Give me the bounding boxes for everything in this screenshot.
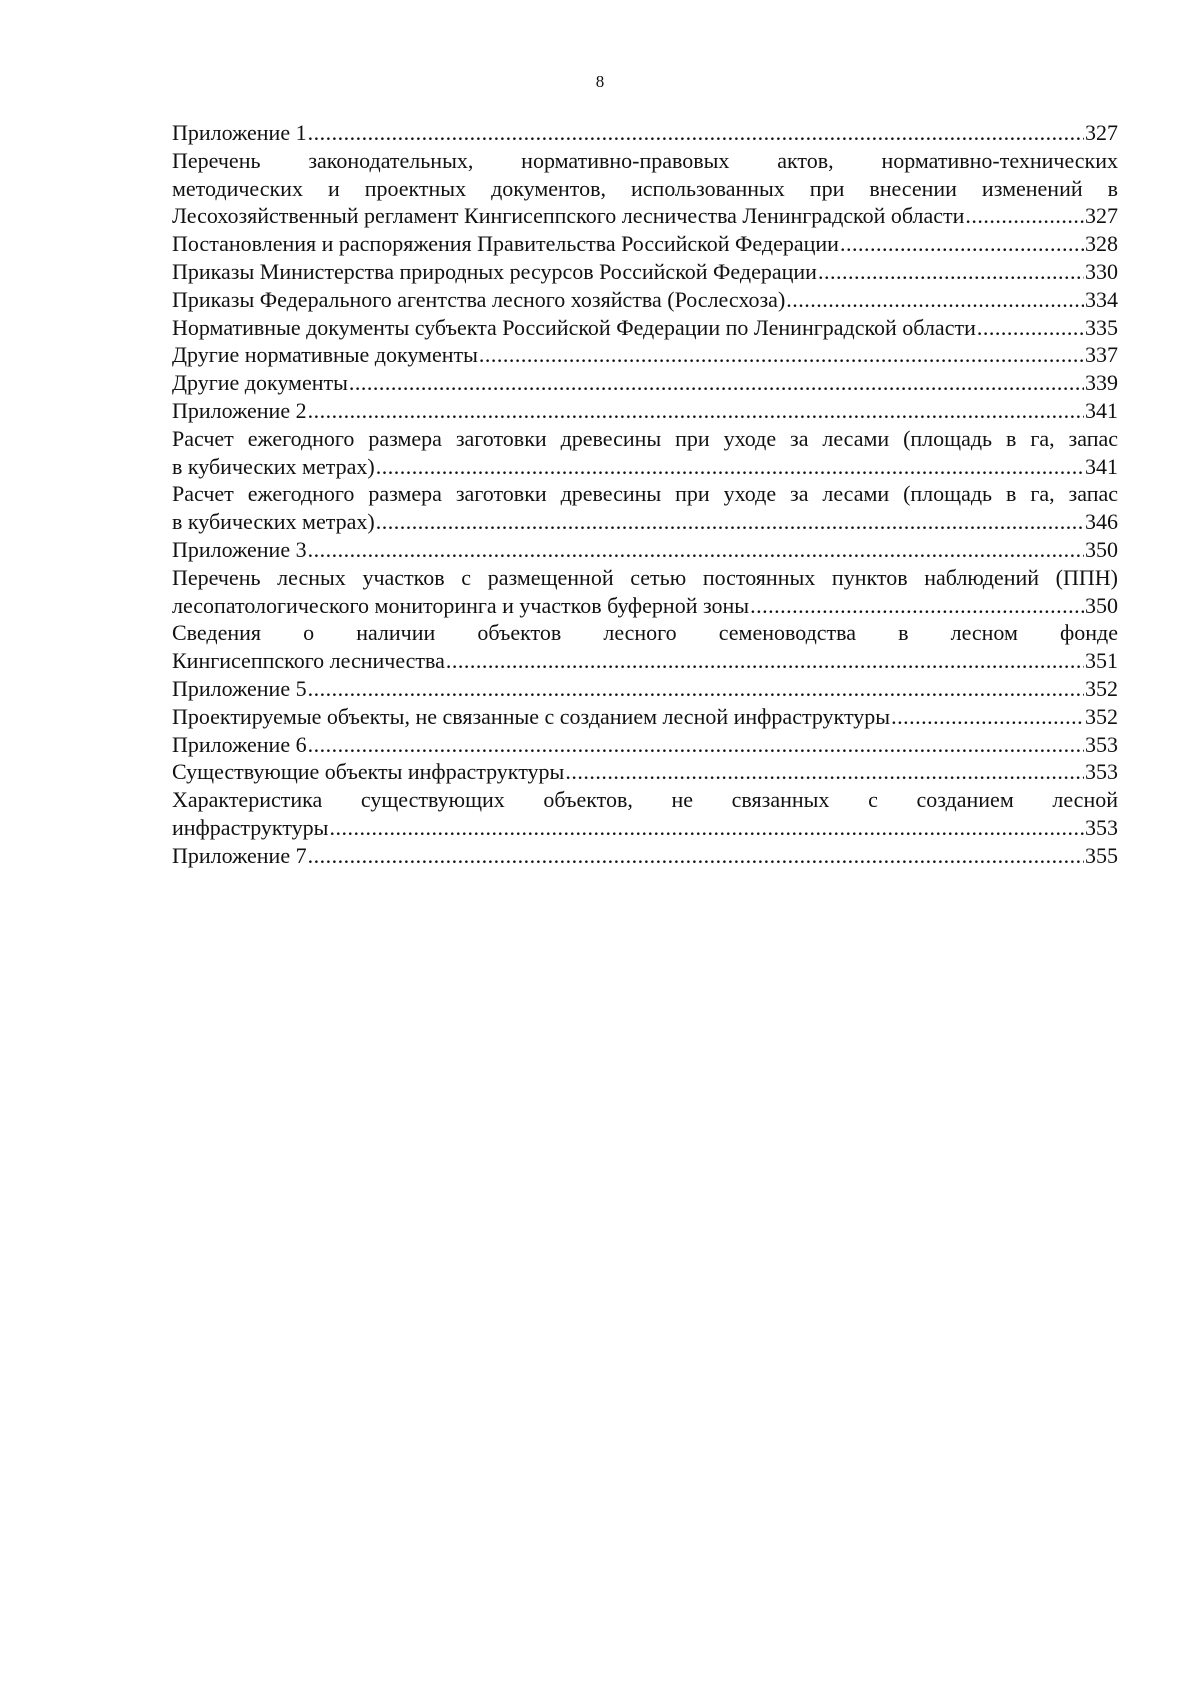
toc-entry-title: Кингисеппского лесничества <box>172 648 445 674</box>
toc-page-number: 353 <box>1085 731 1118 757</box>
toc-entry-last-line <box>172 258 1118 286</box>
toc-entry-title: лесопатологического мониторинга и участков буферной зоны <box>172 592 750 618</box>
page-number: 8 <box>595 72 605 91</box>
toc-entry[interactable] <box>172 314 1118 342</box>
dot-leader <box>786 286 1084 314</box>
toc-entry-title: инфраструктуры <box>172 814 329 840</box>
toc-page-number: 351 <box>1085 648 1118 674</box>
toc-entry-line: Характеристика существующих объектов, не связанных с созданием лесной <box>172 787 1118 813</box>
toc-entry-last-line <box>172 758 1118 786</box>
toc-entry-last-line <box>172 397 1118 425</box>
toc-entry-last-line <box>172 675 1118 703</box>
toc-entry[interactable] <box>172 786 1118 842</box>
toc-entry[interactable] <box>172 341 1118 369</box>
dot-leader <box>376 508 1084 536</box>
toc-entry[interactable] <box>172 619 1118 675</box>
toc-entry-last-line <box>172 453 1118 481</box>
toc-entry-title: Проектируемые объекты, не связанные с созданием лесной инфраструктуры <box>172 703 891 729</box>
dot-leader <box>965 202 1084 230</box>
dot-leader <box>750 592 1084 620</box>
toc-page-number: 330 <box>1085 258 1118 284</box>
toc-entry-title: Приказы Министерства природных ресурсов Российской Федерации <box>172 258 817 284</box>
toc-entry-title: Другие нормативные документы <box>172 342 478 368</box>
toc-entry[interactable] <box>172 119 1118 147</box>
dot-leader <box>329 814 1084 842</box>
toc-page-number: 346 <box>1085 509 1118 535</box>
dot-leader <box>565 758 1084 786</box>
toc-entry-last-line <box>172 731 1118 759</box>
toc-entry-line: методических и проектных документов, использованных при внесении изменений в <box>172 175 1118 201</box>
toc-entry-title: Приложение 1 <box>172 120 307 145</box>
toc-entry-title: Другие документы <box>172 370 348 396</box>
toc-entry-last-line <box>172 508 1118 536</box>
dot-leader <box>349 369 1084 397</box>
toc-entry[interactable] <box>172 536 1118 564</box>
toc-entry-last-line <box>172 814 1118 842</box>
toc-entry-title: Приложение 7 <box>172 842 307 868</box>
toc-page-number: 335 <box>1085 314 1118 340</box>
toc-entry-title: Нормативные документы субъекта Российской Федерации по Ленинградской области <box>172 314 976 340</box>
toc-page-number: 352 <box>1085 703 1118 729</box>
toc-entry-last-line <box>172 230 1118 258</box>
table-of-contents <box>172 119 1118 870</box>
toc-entry[interactable] <box>172 564 1118 620</box>
dot-leader <box>840 230 1084 258</box>
toc-entry-title: Приложение 5 <box>172 675 307 701</box>
toc-entry-last-line <box>172 647 1118 675</box>
toc-entry[interactable] <box>172 147 1118 230</box>
toc-page-number: 339 <box>1085 370 1118 396</box>
toc-page-number: 350 <box>1085 592 1118 618</box>
toc-entry-title: в кубических метрах) <box>172 509 375 535</box>
dot-leader <box>308 119 1084 147</box>
toc-page-number: 328 <box>1085 231 1118 257</box>
dot-leader <box>308 536 1084 564</box>
toc-entry-last-line <box>172 369 1118 397</box>
toc-page-number: 327 <box>1085 203 1118 229</box>
dot-leader <box>446 647 1084 675</box>
toc-entry-title: Лесохозяйственный регламент Кингисеппского лесничества Ленинградской области <box>172 203 965 229</box>
toc-page-number: 352 <box>1085 675 1118 701</box>
toc-entry-line: Расчет ежегодного размера заготовки древесины при уходе за лесами (площадь в га, запас <box>172 425 1118 451</box>
toc-entry[interactable] <box>172 369 1118 397</box>
toc-entry[interactable] <box>172 703 1118 731</box>
dot-leader <box>818 258 1084 286</box>
toc-entry-last-line <box>172 536 1118 564</box>
toc-entry-title: Приложение 2 <box>172 397 307 423</box>
toc-page-number: 341 <box>1085 397 1118 423</box>
toc-entry-last-line <box>172 119 1118 147</box>
toc-entry[interactable] <box>172 480 1118 536</box>
toc-page-number: 350 <box>1085 536 1118 562</box>
toc-entry-last-line <box>172 703 1118 731</box>
dot-leader <box>891 703 1084 731</box>
toc-entry-last-line <box>172 842 1118 870</box>
toc-entry-title: Постановления и распоряжения Правительства Российской Федерации <box>172 231 839 257</box>
dot-leader <box>308 842 1084 870</box>
toc-entry-title: Существующие объекты инфраструктуры <box>172 759 565 785</box>
toc-entry[interactable] <box>172 425 1118 481</box>
toc-page-number: 355 <box>1085 842 1118 868</box>
toc-entry[interactable] <box>172 842 1118 870</box>
toc-page-number: 341 <box>1085 453 1118 479</box>
toc-entry-last-line <box>172 592 1118 620</box>
dot-leader <box>479 341 1084 369</box>
toc-page-number: 327 <box>1085 120 1118 145</box>
toc-entry[interactable] <box>172 230 1118 258</box>
toc-entry-title: в кубических метрах) <box>172 453 375 479</box>
toc-entry-last-line <box>172 286 1118 314</box>
toc-page-number: 337 <box>1085 342 1118 368</box>
toc-page-number: 334 <box>1085 286 1118 312</box>
toc-page-number: 353 <box>1085 759 1118 785</box>
dot-leader <box>308 397 1084 425</box>
toc-entry-line: Перечень законодательных, нормативно-правовых актов, нормативно-технических <box>172 147 1118 173</box>
toc-page-number: 353 <box>1085 814 1118 840</box>
toc-entry[interactable] <box>172 758 1118 786</box>
toc-entry[interactable] <box>172 258 1118 286</box>
dot-leader <box>308 731 1084 759</box>
dot-leader <box>376 453 1084 481</box>
toc-entry-line: Расчет ежегодного размера заготовки древесины при уходе за лесами (площадь в га, запас <box>172 481 1118 507</box>
toc-entry[interactable] <box>172 286 1118 314</box>
toc-entry-title: Приказы Федерального агентства лесного хозяйства (Рослесхоза) <box>172 286 786 312</box>
toc-entry[interactable] <box>172 675 1118 703</box>
toc-entry-last-line <box>172 341 1118 369</box>
toc-entry-title: Приложение 3 <box>172 536 307 562</box>
toc-entry[interactable] <box>172 397 1118 425</box>
dot-leader <box>308 675 1084 703</box>
toc-entry-line: Перечень лесных участков с размещенной сетью постоянных пунктов наблюдений (ППН) <box>172 564 1118 590</box>
toc-entry[interactable] <box>172 731 1118 759</box>
toc-entry-last-line <box>172 202 1118 230</box>
toc-entry-last-line <box>172 314 1118 342</box>
toc-entry-line: Сведения о наличии объектов лесного семеноводства в лесном фонде <box>172 620 1118 646</box>
dot-leader <box>977 314 1084 342</box>
toc-entry-title: Приложение 6 <box>172 731 307 757</box>
